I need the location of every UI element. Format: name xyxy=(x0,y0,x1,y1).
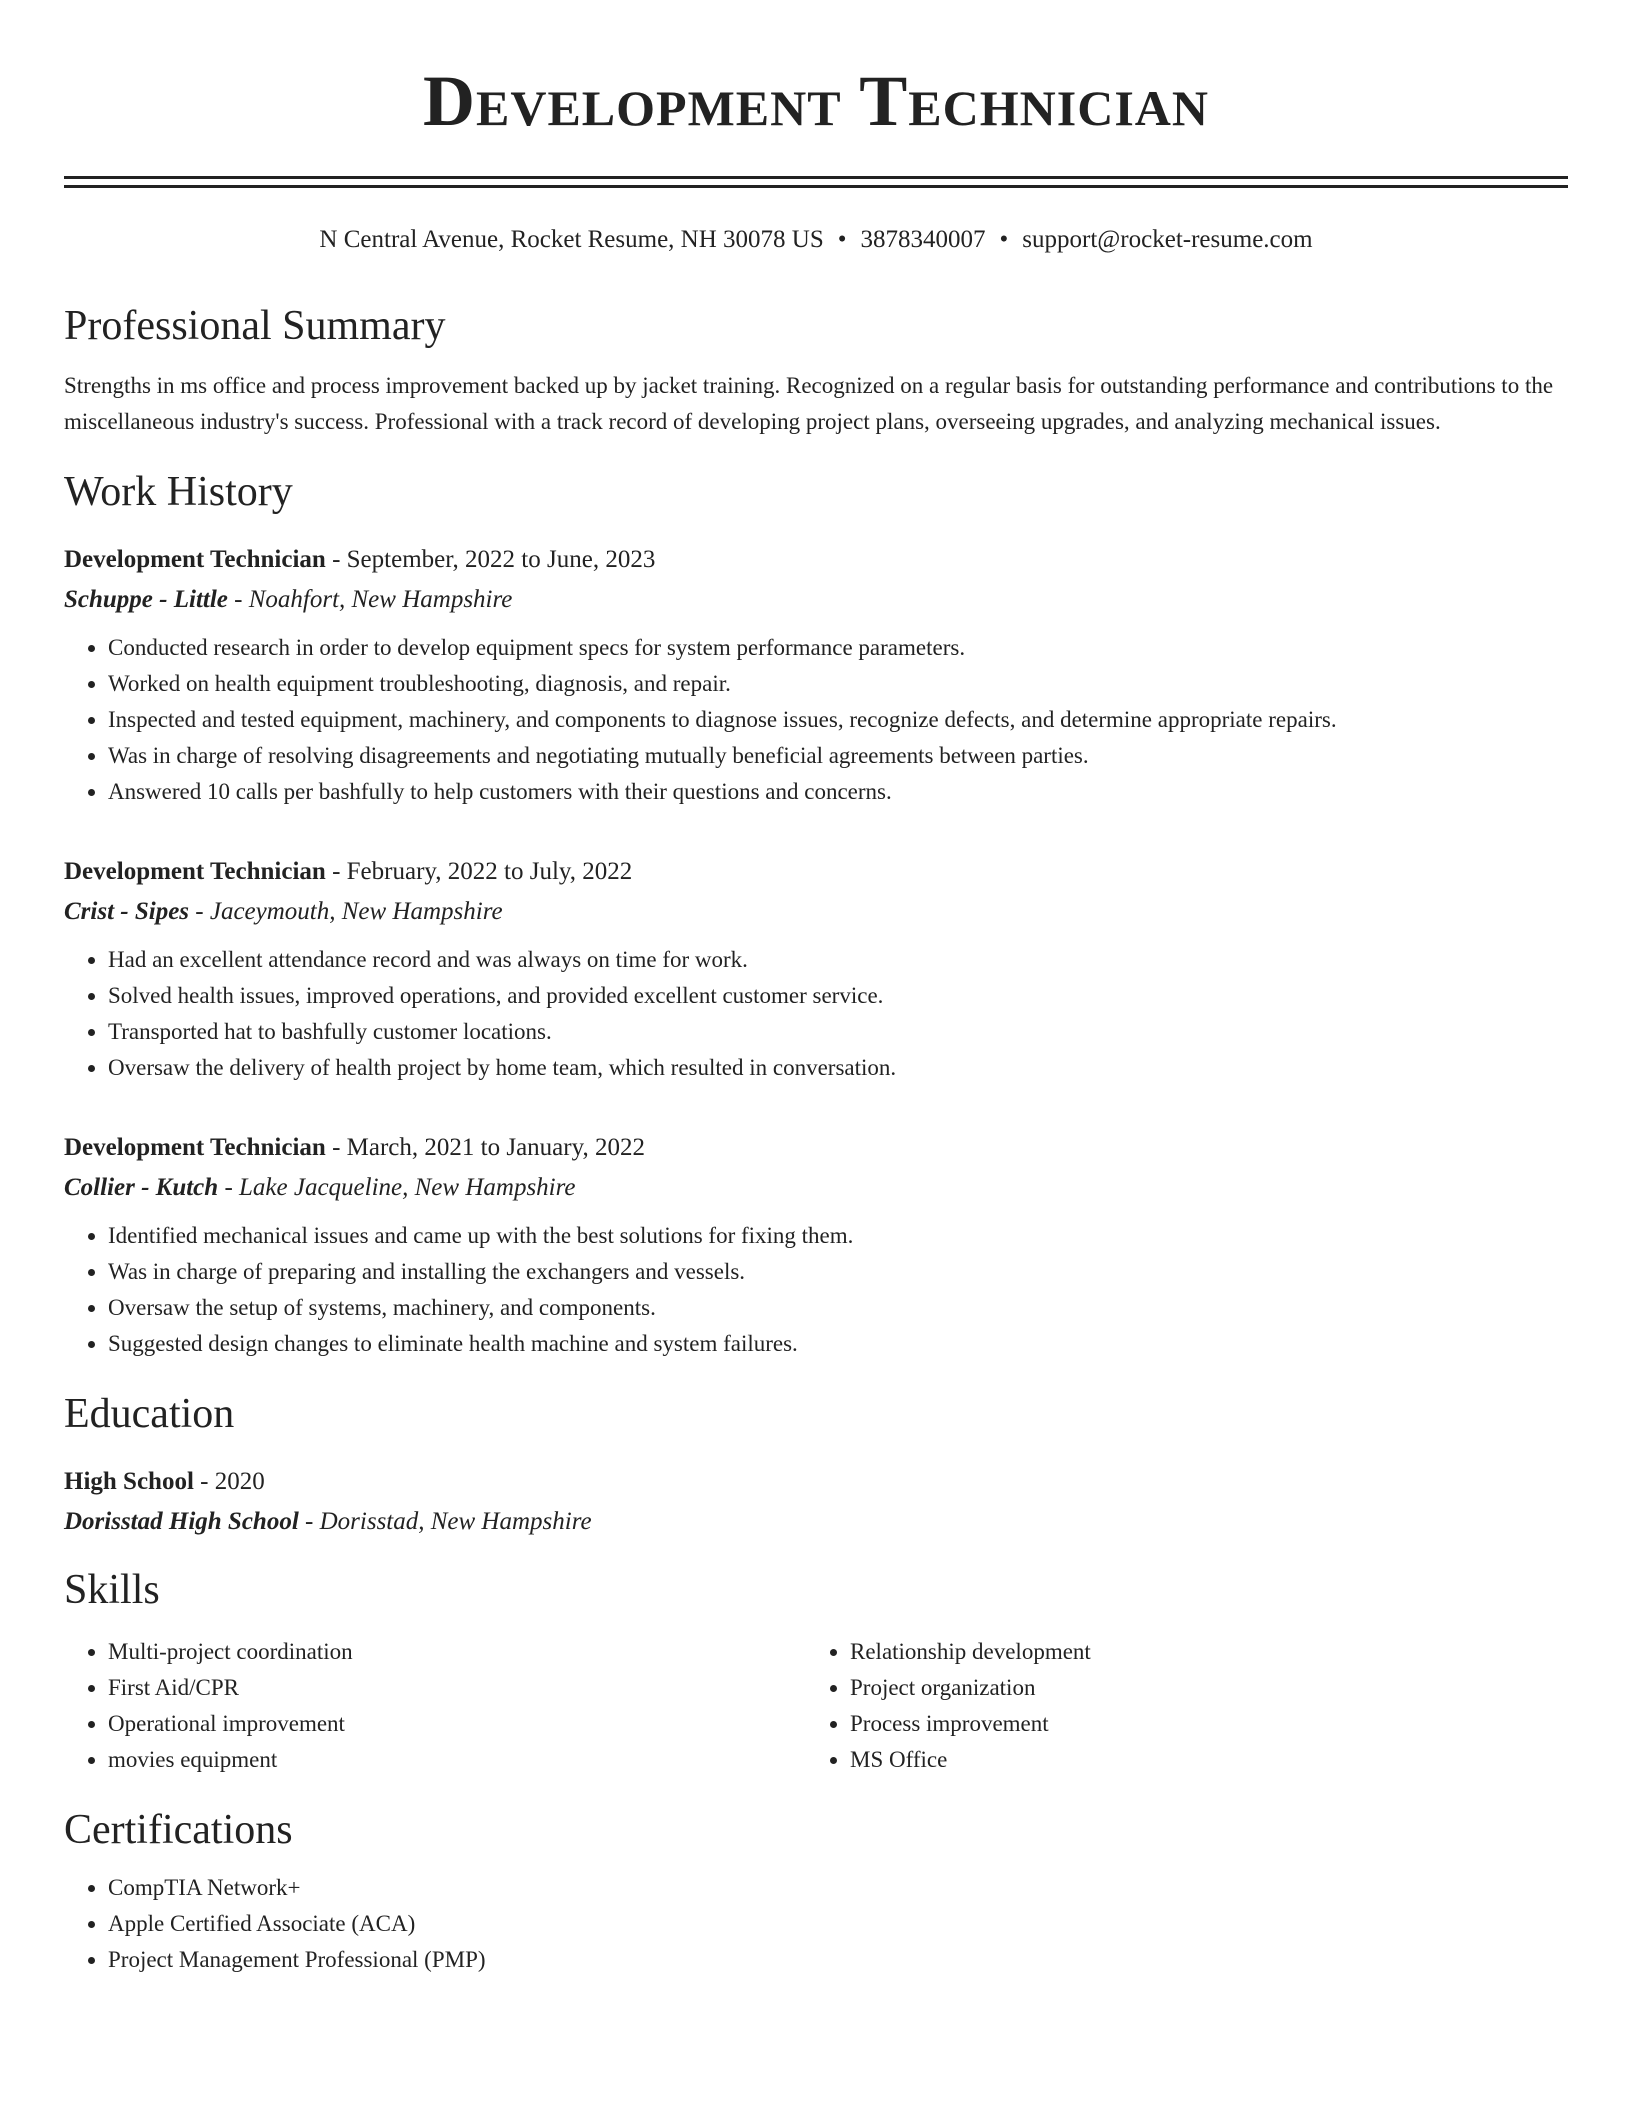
skills-columns xyxy=(64,1634,1568,1778)
education-school: Dorisstad High School xyxy=(64,1508,299,1535)
contact-separator: • xyxy=(837,226,847,253)
skill-item: • First Aid/CPR xyxy=(108,1670,806,1706)
job-bullet: • Transported hat to bashfully customer locations. xyxy=(108,1014,1568,1050)
header-double-rule xyxy=(64,176,1568,188)
education-location: - Dorisstad, New Hampshire xyxy=(298,1508,592,1535)
education-heading: Education xyxy=(64,1391,235,1437)
job-location: - Lake Jacqueline, New Hampshire xyxy=(218,1174,576,1201)
summary-heading: Professional Summary xyxy=(64,303,446,349)
job-location: - Jaceymouth, New Hampshire xyxy=(189,898,503,925)
summary-text: Strengths in ms office and process improvement backed up by jacket training. Recognized on a regular basis for outstanding performance and contributions to the miscellaneous industry's success. Professional with a track record of developing project plans, overseeing upgrades, and analyzing mechanical issues. xyxy=(64,373,1554,434)
job-entry xyxy=(64,544,1568,810)
contact-email: support@rocket-resume.com xyxy=(1022,226,1313,253)
skill-item: • Process improvement xyxy=(850,1706,1548,1742)
skill-item: • movies equipment xyxy=(108,1742,806,1778)
job-entry xyxy=(64,856,1568,1086)
education-entry xyxy=(64,1466,1568,1538)
education-school-line xyxy=(64,1506,1568,1538)
job-role: Development Technician xyxy=(64,858,326,885)
job-dates: - September, 2022 to June, 2023 xyxy=(325,546,656,573)
job-company-line xyxy=(64,896,1568,928)
job-bullet: • Suggested design changes to eliminate health machine and system failures. xyxy=(108,1326,1568,1362)
job-company-line xyxy=(64,584,1568,616)
certifications-heading: Certifications xyxy=(64,1807,293,1853)
work-history-heading: Work History xyxy=(64,469,293,515)
certification-item: • Apple Certified Associate (ACA) xyxy=(108,1906,1568,1942)
job-role: Development Technician xyxy=(64,546,326,573)
job-company-line xyxy=(64,1172,1568,1204)
education-degree-line xyxy=(64,1466,1568,1498)
contact-address: N Central Avenue, Rocket Resume, NH 30078 US xyxy=(319,226,824,253)
job-dates: - March, 2021 to January, 2022 xyxy=(325,1134,645,1161)
certification-item: • CompTIA Network+ xyxy=(108,1870,1568,1906)
skill-item: • Multi-project coordination xyxy=(108,1634,806,1670)
job-bullet: • Identified mechanical issues and came up with the best solutions for fixing them. xyxy=(108,1218,1568,1254)
job-bullet: • Conducted research in order to develop equipment specs for system performance parameters. xyxy=(108,630,1568,666)
job-title-line xyxy=(64,544,1568,576)
job-bullet: • Worked on health equipment troubleshooting, diagnosis, and repair. xyxy=(108,666,1568,702)
skills-right-column xyxy=(806,1634,1548,1778)
skill-item: • Operational improvement xyxy=(108,1706,806,1742)
job-dates: - February, 2022 to July, 2022 xyxy=(325,858,633,885)
job-bullet: • Answered 10 calls per bashfully to help customers with their questions and concerns. xyxy=(108,774,1568,810)
job-bullets xyxy=(64,1218,1568,1362)
job-company: Collier - Kutch xyxy=(64,1174,219,1201)
job-company: Crist - Sipes xyxy=(64,898,190,925)
skills-heading: Skills xyxy=(64,1567,160,1613)
job-bullet: • Solved health issues, improved operations, and provided excellent customer service. xyxy=(108,978,1568,1014)
certification-item: • Project Management Professional (PMP) xyxy=(108,1942,1568,1978)
education-degree: High School xyxy=(64,1468,194,1495)
job-bullets xyxy=(64,942,1568,1086)
contact-phone: 3878340007 xyxy=(860,226,986,253)
skill-item: • Project organization xyxy=(850,1670,1548,1706)
education-year: - 2020 xyxy=(193,1468,265,1495)
contact-line xyxy=(64,224,1568,256)
certifications-list xyxy=(64,1870,1568,1978)
job-bullets xyxy=(64,630,1568,810)
job-bullet: • Had an excellent attendance record and was always on time for work. xyxy=(108,942,1568,978)
skill-item: • MS Office xyxy=(850,1742,1548,1778)
job-bullet: • Was in charge of resolving disagreements and negotiating mutually beneficial agreements between parties. xyxy=(108,738,1568,774)
job-company: Schuppe - Little xyxy=(64,586,228,613)
job-bullet: • Oversaw the delivery of health project by home team, which resulted in conversation. xyxy=(108,1050,1568,1086)
job-role: Development Technician xyxy=(64,1134,326,1161)
job-entry xyxy=(64,1132,1568,1362)
contact-separator: • xyxy=(999,226,1009,253)
resume-name: Development Technician xyxy=(422,61,1209,141)
skill-item: • Relationship development xyxy=(850,1634,1548,1670)
job-location: - Noahfort, New Hampshire xyxy=(227,586,513,613)
skills-left-column xyxy=(64,1634,806,1778)
job-title-line xyxy=(64,1132,1568,1164)
job-title-line xyxy=(64,856,1568,888)
job-bullet: • Was in charge of preparing and installing the exchangers and vessels. xyxy=(108,1254,1568,1290)
job-bullet: • Inspected and tested equipment, machinery, and components to diagnose issues, recognize defects, and determine appropriate repairs. xyxy=(108,702,1568,738)
job-bullet: • Oversaw the setup of systems, machinery, and components. xyxy=(108,1290,1568,1326)
